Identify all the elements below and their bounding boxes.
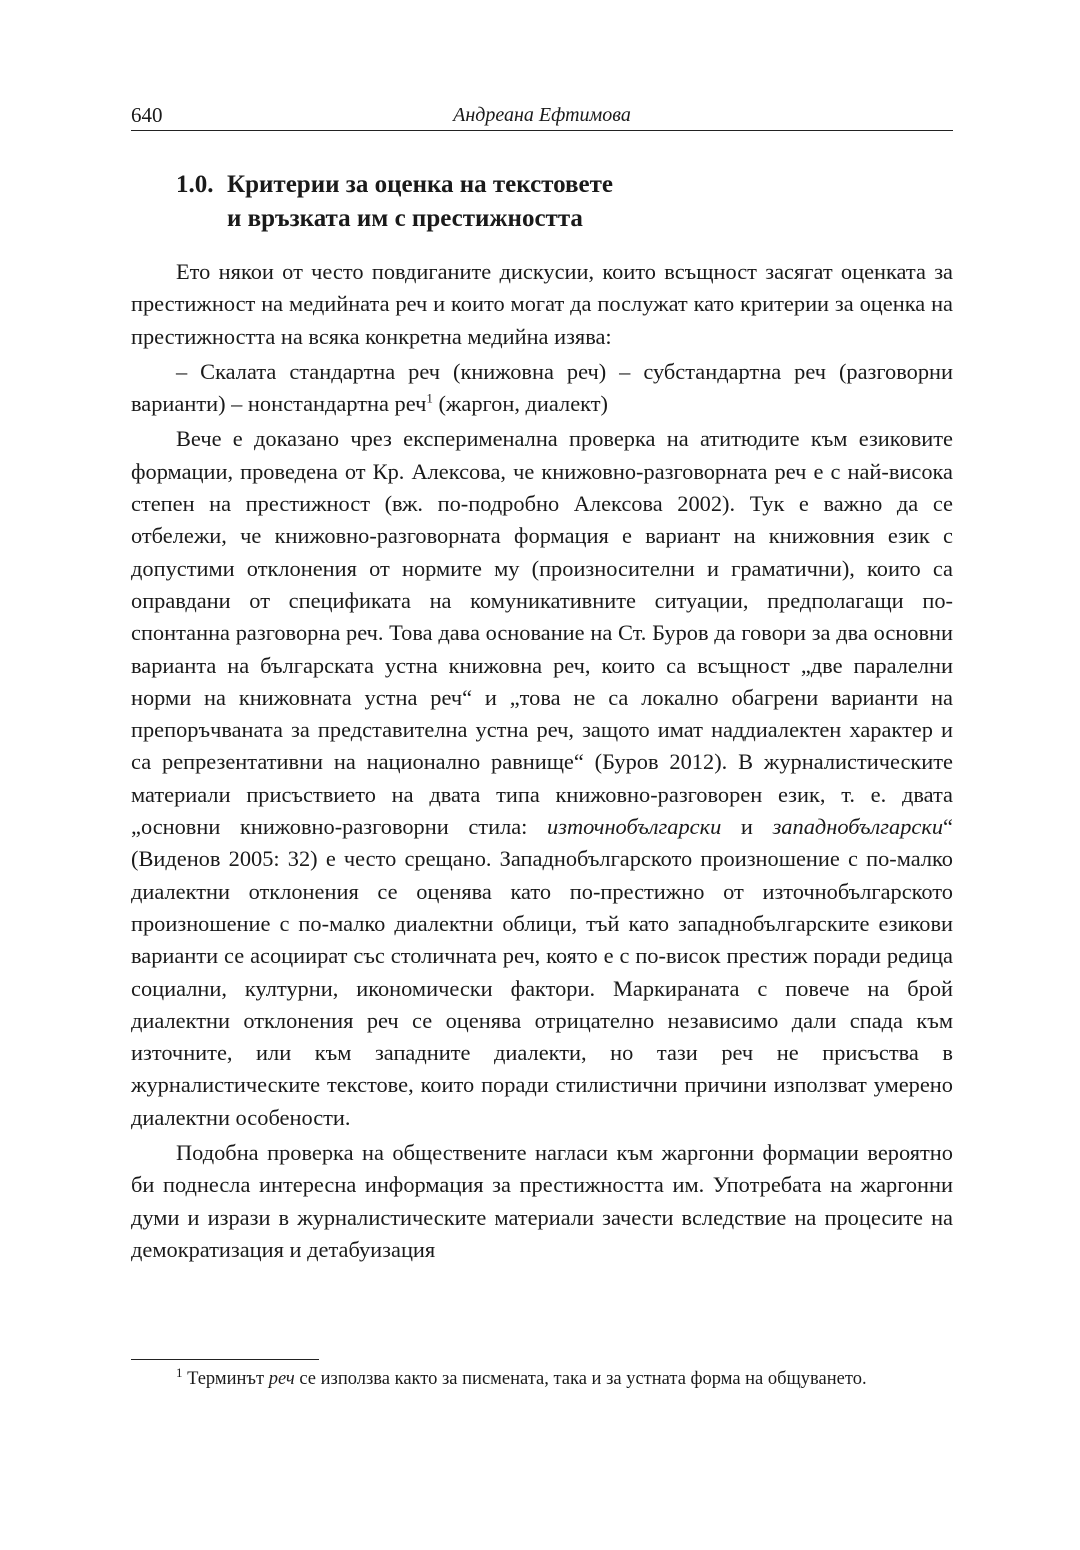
- section-title-line2: и връзката им с престижността: [227, 205, 583, 232]
- body-text: [131, 256, 953, 1266]
- paragraph-2: [131, 356, 953, 421]
- paragraph-3-text-b: и: [721, 814, 773, 840]
- paragraph-3: [131, 423, 953, 1134]
- paragraph-2-text: – Скалата стандартна реч (книжовна реч) – субстандартна реч (разговорни варианти) – нонстандартна реч: [131, 358, 953, 417]
- paragraph-1: Ето някои от често повдиганите дискусии, които всъщност засягат оценката за престижност на медийната реч и които могат да послужат като критерии за оценка на престижността на всяка конкретна медийна изява:: [131, 259, 953, 349]
- footnote-italic-term: реч: [268, 1369, 295, 1389]
- paragraph-3-text-c: “ (Виденов 2005: 32) е често срещано. Западнобългарското произношение с по-малко диалектни отклонения се оценява като по-престижно от източнобългарското произношение с по-малко диалектни облици, тъй като западнобългарските езикови варианти се асоциират със столичната реч, която е с по-висок престиж поради редица социални, културни, икономически фактори. Маркираната с повече на брой диалектни отклонения реч се оценява отрицателно независимо дали спада към източните, или към западните диалекти, но тази реч не присъства в журналистическите текстове, които поради стилистични причини използват умерено диалектни особености.: [131, 814, 953, 1130]
- footnote-text-a: Терминът: [182, 1369, 269, 1389]
- page-number: 640: [131, 103, 163, 127]
- section-number: 1.0.: [176, 171, 214, 198]
- paragraph-3-text-a: Вече е доказано чрез експерименална проверка на атитюдите към езиковите формации, проведена от Кр. Алексова, че книжовно-разговорната реч е с най-висока степен на престижност (вж. по-подробно Алексова 2002). Тук е важно да се отбележи, че книжовно-разговорната формация е вариант на книжовния език с допустими отклонения от нормите му (произносителни и граматични), които са оправдани от спецификата на комуникативните ситуации, предполагащи по-спонтанна разговорна реч. Това дава основание на Ст. Буров да говори за два основни варианта на българската устна книжовна реч, които са всъщност „две паралелни норми на книжовната устна реч“ и „това не са локално обагрени варианти на препоръчваната за представителна устна реч, защото имат наддиалектен характер и са репрезентативни на национално равнище“ (Буров 2012). В журналистическите материали присъствието на двата типа книжовно-разговорен език, т. е. двата „основни книжовно-разговорни стила:: [131, 426, 953, 840]
- section-heading: [176, 168, 876, 236]
- paragraph-4: Подобна проверка на обществените нагласи към жаргонни формации вероятно би поднесла интересна информация за престижността им. Употребата на жаргонни думи и изрази в журналистическите материали зачести вследствие на процесите на демократизация и детабуизация: [131, 1140, 953, 1262]
- page-header: [131, 102, 953, 131]
- footnote-reference[interactable]: 1: [426, 390, 433, 406]
- running-head-author: Андреана Ефтимова: [453, 104, 631, 126]
- footnote-marker: 1: [176, 1364, 183, 1380]
- footnote-text-b: се използва както за писмената, така и за устната форма на общуването.: [294, 1369, 867, 1389]
- italic-term-west: западнобългарски: [772, 814, 944, 840]
- footnote: [131, 1366, 953, 1392]
- paragraph-2-tail: (жаргон, диалект): [432, 391, 608, 417]
- italic-term-east: източнобългарски: [547, 814, 722, 840]
- section-title-line1: Критерии за оценка на текстовете: [227, 171, 613, 198]
- footnote-divider: [131, 1359, 319, 1360]
